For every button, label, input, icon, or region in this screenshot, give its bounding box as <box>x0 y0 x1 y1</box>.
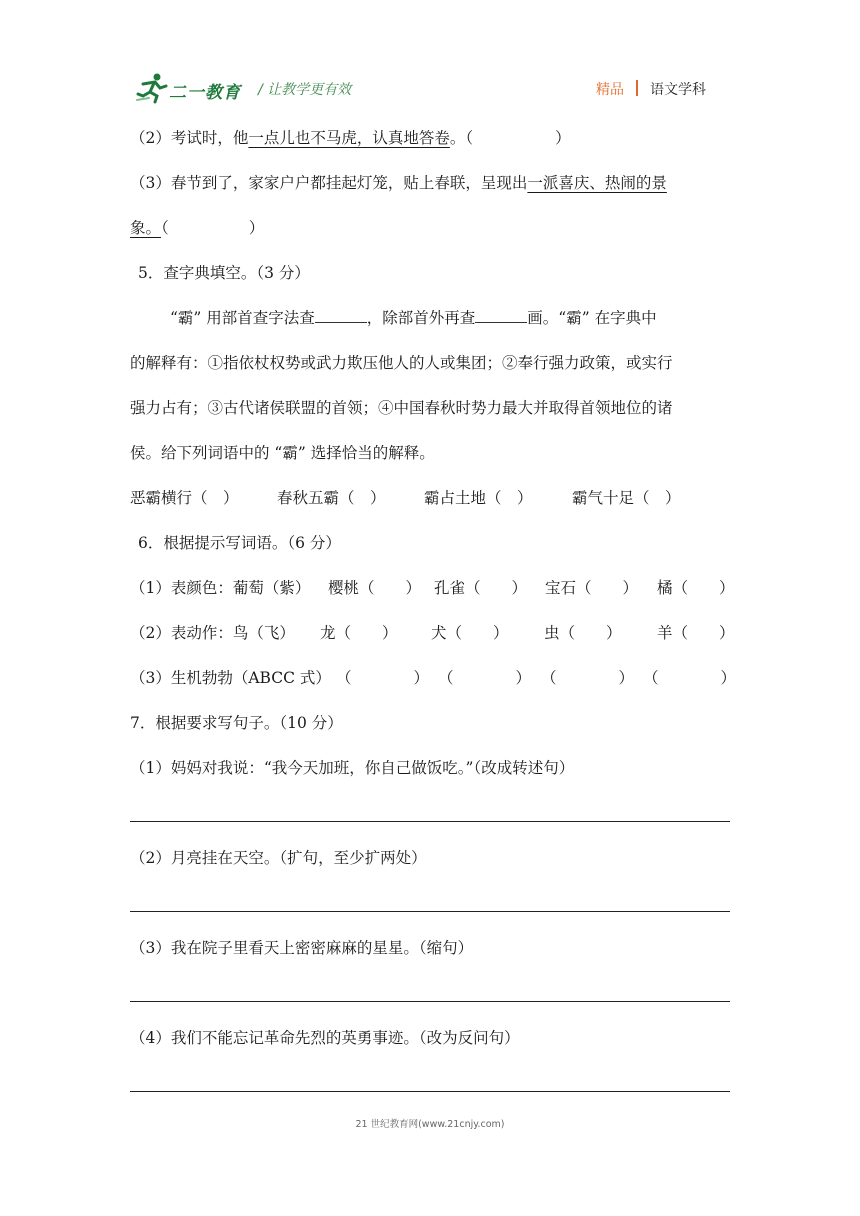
answer-blank[interactable] <box>315 308 367 323</box>
q6-title: 6．根据提示写词语。（6 分） <box>138 534 341 552</box>
answer-line[interactable] <box>130 821 730 822</box>
q5-paragraph-line1 <box>170 307 657 329</box>
q6-cell: 龙（ ） <box>320 624 398 642</box>
q5-p1-c: 画。“霸” 在字典中 <box>527 309 657 327</box>
q6-cell: 宝石（ ） <box>545 579 639 597</box>
header-divider <box>636 80 638 96</box>
logo-text: 二一教育 <box>169 83 241 103</box>
q5-paragraph-line4: 侯。给下列词语中的 “霸” 选择恰当的解释。 <box>130 444 435 462</box>
q5-title: 5．查字典填空。（3 分） <box>138 264 310 282</box>
runner-logo-icon <box>135 72 169 104</box>
q4-item3-close: ） <box>248 219 265 237</box>
q6-cell: （1）表颜色：葡萄（紫） <box>130 579 311 597</box>
q6-cell: （ ） <box>643 669 737 687</box>
q4-item3-open: （ <box>161 219 169 237</box>
q7-sentence-4: （4）我们不能忘记革命先烈的英勇事迹。（改为反问句） <box>130 1029 520 1047</box>
q6-cell: （ ） <box>541 669 635 687</box>
q5-word: 恶霸横行（ ） <box>130 489 239 507</box>
q7-sentence-3: （3）我在院子里看天上密密麻麻的星星。（缩句） <box>130 939 474 957</box>
premium-label: 精品 <box>596 82 624 98</box>
q4-item3-underlined-a: 一派喜庆、热闹的景 <box>527 174 667 192</box>
answer-blank[interactable] <box>475 308 527 323</box>
q4-item3-line1 <box>130 172 667 194</box>
q6-cell: 羊（ ） <box>657 624 735 642</box>
q4-item2 <box>130 127 571 149</box>
answer-line[interactable] <box>130 1091 730 1092</box>
q4-item3-line2 <box>130 217 264 239</box>
page-footer: 21 世纪教育网(www.21cnjy.com) <box>355 1119 505 1130</box>
q4-item3-prefix: （3）春节到了，家家户户都挂起灯笼，贴上春联，呈现出 <box>130 174 528 192</box>
q7-sentence-2: （2）月亮挂在天空。（扩句，至少扩两处） <box>130 849 427 867</box>
q7-title: 7．根据要求写句子。（10 分） <box>130 714 343 732</box>
answer-line[interactable] <box>130 911 730 912</box>
q5-paragraph-line2: 的解释有：①指依杖权势或武力欺压他人的人或集团；②奉行强力政策，或实行 <box>130 354 673 372</box>
slogan: / 让教学更有效 <box>258 82 352 98</box>
q4-item3-underlined-b: 象。 <box>130 219 162 237</box>
q6-cell: 樱桃（ ） <box>328 579 422 597</box>
q5-paragraph-line3: 强力占有；③古代诸侯联盟的首领；④中国春秋时势力最大并取得首领地位的诸 <box>130 399 673 417</box>
q6-cell: 虫（ ） <box>544 624 622 642</box>
q6-cell: 孔雀（ ） <box>434 579 528 597</box>
logo <box>135 72 253 104</box>
q6-cell: （2）表动作：鸟（飞） <box>130 624 295 642</box>
q5-word: 霸气十足（ ） <box>572 489 681 507</box>
q6-cell: 橘（ ） <box>657 579 735 597</box>
answer-line[interactable] <box>130 1001 730 1002</box>
q6-cell: （3）生机勃勃（ABCC 式） <box>130 669 331 687</box>
q4-item2-suffix: 。（ <box>449 129 474 147</box>
subject-label: 语文学科 <box>650 82 706 98</box>
q5-p1-a: “霸” 用部首查字法查 <box>170 309 315 327</box>
q5-word: 霸占土地（ ） <box>424 489 533 507</box>
q4-item2-close: ） <box>555 129 571 147</box>
q6-cell: （ ） <box>438 669 532 687</box>
q7-sentence-1: （1）妈妈对我说：“我今天加班，你自己做饭吃。”（改成转述句） <box>130 759 575 777</box>
q6-cell: 犬（ ） <box>431 624 509 642</box>
q4-item2-prefix: （2）考试时，他 <box>130 129 249 147</box>
q4-item2-underlined: 一点儿也不马虎，认真地答卷 <box>248 129 450 147</box>
q5-p1-b: ，除部首外再查 <box>366 309 476 327</box>
q6-cell: （ ） <box>336 669 430 687</box>
q5-word: 春秋五霸（ ） <box>277 489 386 507</box>
